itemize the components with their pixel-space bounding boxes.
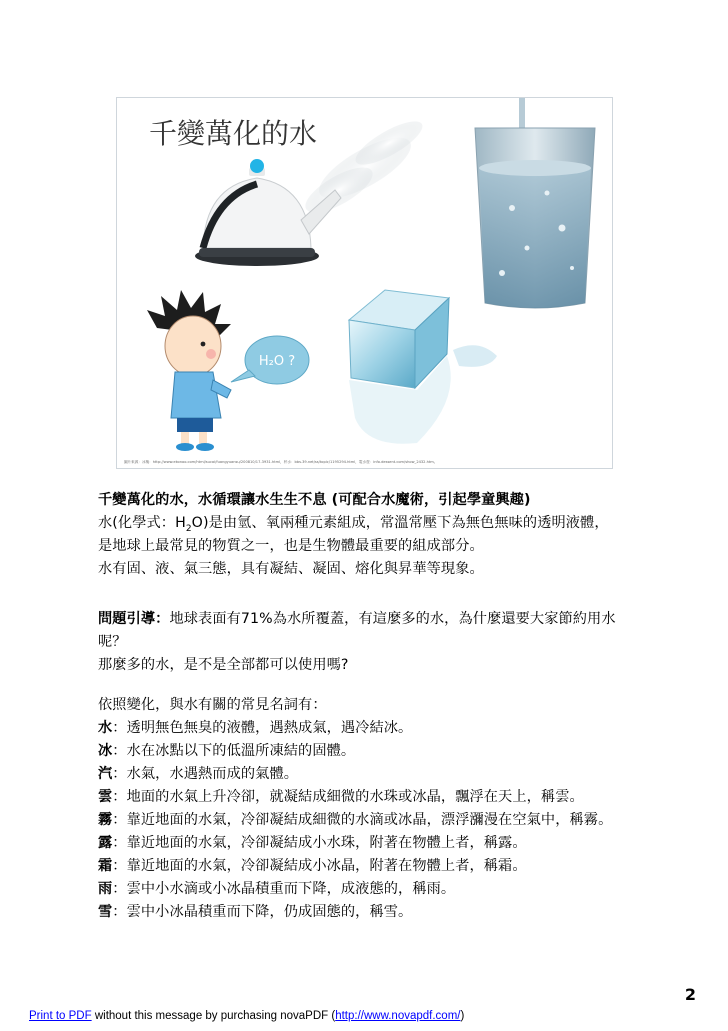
term-item: 冰：水在冰點以下的低溫所凍結的固體。 (98, 743, 356, 759)
footer-text: without this message by purchasing novaPDF ( (91, 1010, 336, 1022)
question-section (98, 608, 638, 677)
intro-line-3: 水有固、液、氣三態，具有凝結、凝固、熔化與昇華等現象。 (98, 561, 484, 577)
term-item: 雪：雲中小冰晶積重而下降，仍成固態的，稱雪。 (98, 904, 413, 920)
illustration-graphic (117, 98, 612, 468)
intro-section (98, 489, 658, 581)
term-item: 水：透明無色無臭的液體，遇熱成氣，遇冷結冰。 (98, 720, 413, 736)
term-item: 雨：雲中小水滴或小冰晶積重而下降，成液態的，稱雨。 (98, 881, 456, 897)
print-to-pdf-link[interactable]: Print to PDF (29, 1010, 92, 1022)
intro-line-2: 是地球上最常見的物質之一，也是生物體最重要的組成部分。 (98, 538, 484, 554)
term-item: 霜：靠近地面的水氣，冷卻凝結成小冰晶，附著在物體上者，稱霜。 (98, 858, 527, 874)
pdf-footer (29, 1010, 464, 1022)
figure-title: 千變萬化的水 (149, 117, 318, 150)
boy-character-graphic (147, 290, 231, 451)
terms-section (98, 694, 658, 924)
terms-intro: 依照變化，與水有關的常見名詞有： (98, 697, 327, 713)
term-item: 露：靠近地面的水氣，冷卻凝結成小水珠，附著在物體上者，稱露。 (98, 835, 527, 851)
footer-end: ) (460, 1010, 465, 1022)
speech-bubble-graphic (231, 336, 309, 384)
section-title: 千變萬化的水，水循環讓水生生不息 (可配合水魔術，引起學童興趣) (98, 492, 531, 508)
term-item: 雲：地面的水氣上升冷卻，就凝結成細微的水珠或冰晶，飄浮在天上，稱雲。 (98, 789, 584, 805)
kettle-graphic (195, 159, 341, 266)
water-glass-graphic (475, 98, 595, 308)
question-text: 問題引導：地球表面有71%為水所覆蓋，有這麼多的水，為什麼還要大家節約用水呢？ (98, 611, 616, 650)
water-formula-line: 水(化學式：$H_2O$)是由氫、氧兩種元素組成，常溫常壓下為無色無味的透明液體， (98, 515, 609, 534)
question-label: 問題引導： (98, 611, 170, 627)
water-illustration (116, 97, 613, 469)
term-item: 霧：靠近地面的水氣，冷卻凝結成細微的水滴或冰晶，漂浮瀰漫在空氣中，稱霧。 (98, 812, 613, 828)
term-item: 汽：水氣，水遇熱而成的氣體。 (98, 766, 299, 782)
novapdf-url-link[interactable]: http://www.novapdf.com/ (335, 1010, 461, 1022)
ice-cube-graphic (349, 290, 497, 444)
figure-credit: 圖片來源：冰塊：http://www.ekonoo.com/html/sucai/fuangyuansu/200810/17-3931.html，杯水：bbs.39.net/ss/topic/1195294.html，電水壺：info.dessent.com/show_2432.htm。 (124, 460, 438, 464)
page-number: 2 (684, 985, 696, 1004)
question-line-2: 那麼多的水，是不是全部都可以使用嗎? (98, 657, 349, 673)
speech-bubble-text: H₂O ? (258, 354, 296, 369)
